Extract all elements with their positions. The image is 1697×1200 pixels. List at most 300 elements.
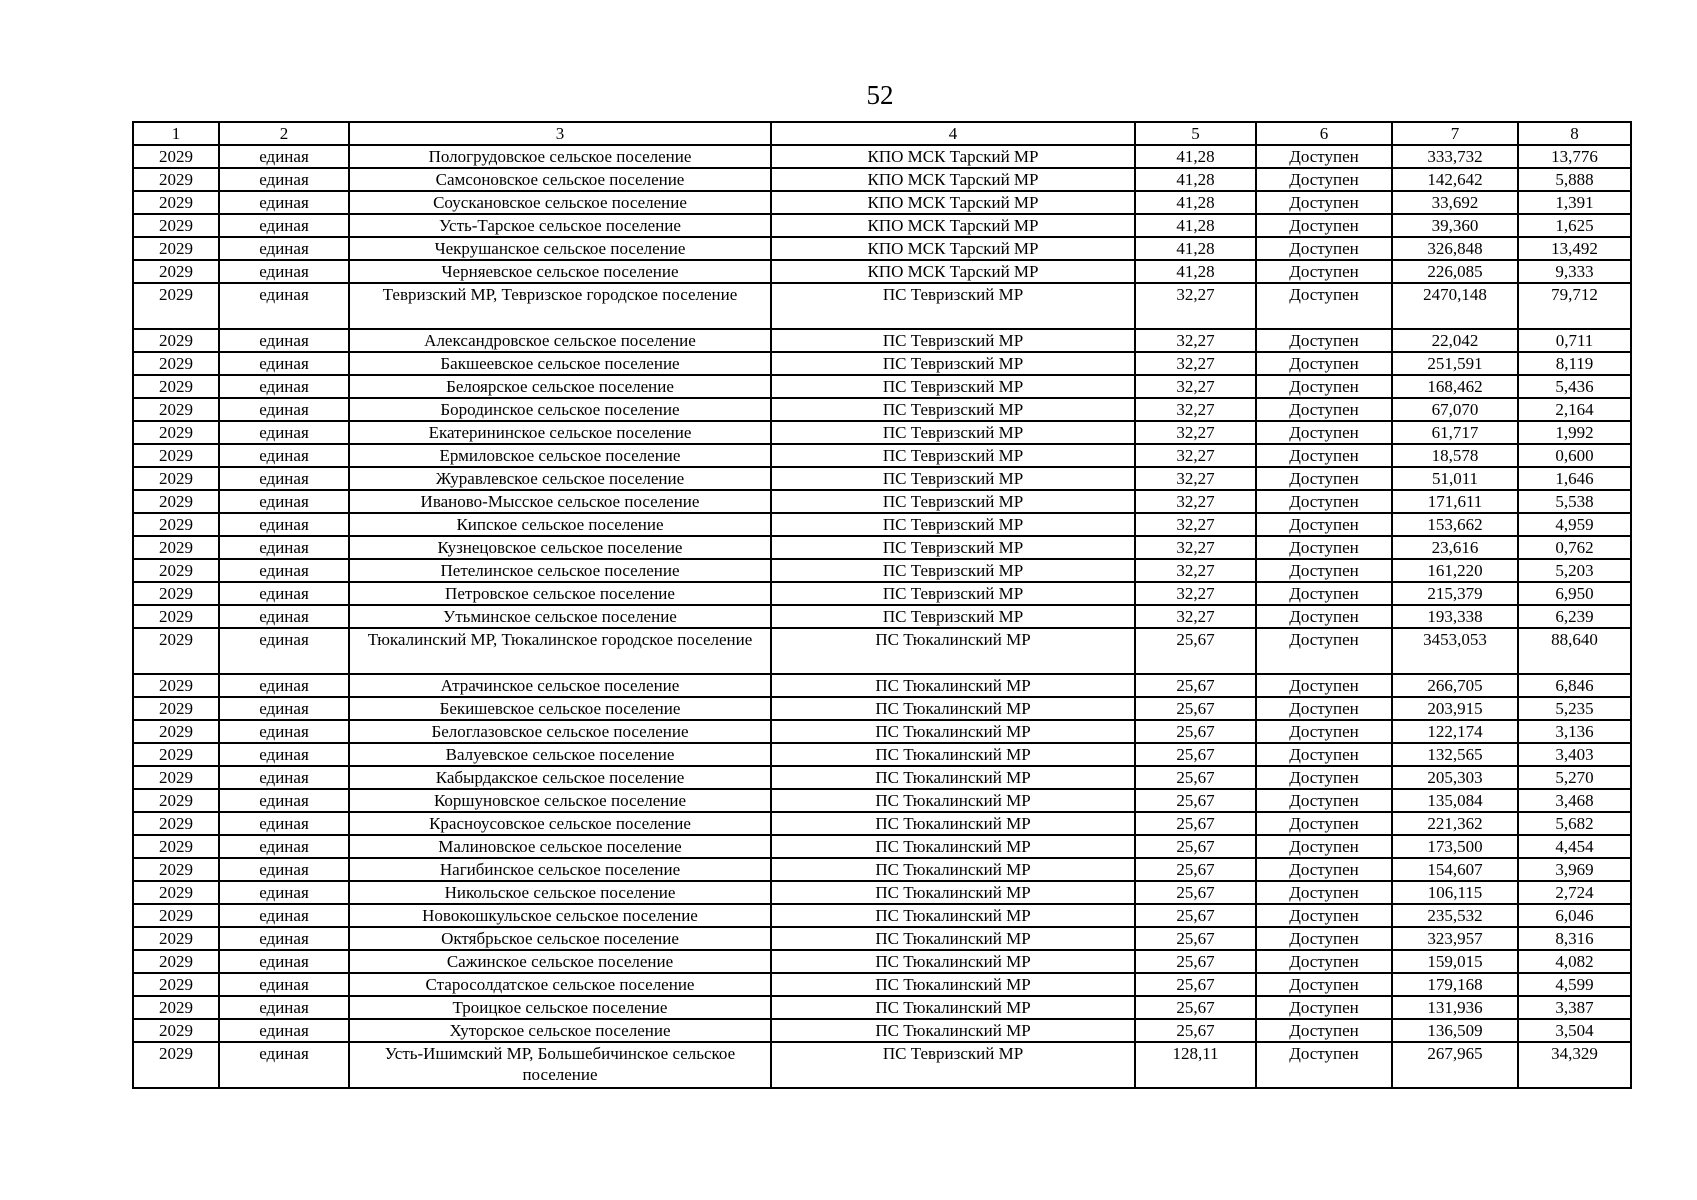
type-cell: единая xyxy=(219,352,349,375)
value-cell: 106,115 xyxy=(1392,881,1518,904)
status-cell: Доступен xyxy=(1256,283,1392,329)
table-row xyxy=(133,996,1631,1019)
amount-cell: 6,046 xyxy=(1518,904,1631,927)
rate-cell: 25,67 xyxy=(1135,950,1256,973)
operator-cell: ПС Тевризский МР xyxy=(771,582,1135,605)
operator-cell: ПС Тюкалинский МР xyxy=(771,835,1135,858)
year-cell: 2029 xyxy=(133,1042,219,1088)
status-cell: Доступен xyxy=(1256,720,1392,743)
year-cell: 2029 xyxy=(133,605,219,628)
settlement-cell: Малиновское сельское поселение xyxy=(349,835,771,858)
status-cell: Доступен xyxy=(1256,582,1392,605)
value-cell: 61,717 xyxy=(1392,421,1518,444)
rate-cell: 41,28 xyxy=(1135,168,1256,191)
rate-cell: 25,67 xyxy=(1135,743,1256,766)
settlement-cell: Иваново-Мысское сельское поселение xyxy=(349,490,771,513)
settlement-cell: Кузнецовское сельское поселение xyxy=(349,536,771,559)
table-row xyxy=(133,260,1631,283)
operator-cell: ПС Тюкалинский МР xyxy=(771,766,1135,789)
operator-cell: ПС Тюкалинский МР xyxy=(771,720,1135,743)
rate-cell: 41,28 xyxy=(1135,237,1256,260)
value-cell: 3453,053 xyxy=(1392,628,1518,674)
year-cell: 2029 xyxy=(133,674,219,697)
status-cell: Доступен xyxy=(1256,559,1392,582)
type-cell: единая xyxy=(219,329,349,352)
amount-cell: 5,538 xyxy=(1518,490,1631,513)
rate-cell: 32,27 xyxy=(1135,467,1256,490)
operator-cell: ПС Тевризский МР xyxy=(771,398,1135,421)
amount-cell: 3,969 xyxy=(1518,858,1631,881)
value-cell: 221,362 xyxy=(1392,812,1518,835)
value-cell: 132,565 xyxy=(1392,743,1518,766)
year-cell: 2029 xyxy=(133,168,219,191)
amount-cell: 5,270 xyxy=(1518,766,1631,789)
table-row xyxy=(133,536,1631,559)
table-row xyxy=(133,352,1631,375)
year-cell: 2029 xyxy=(133,1019,219,1042)
rate-cell: 25,67 xyxy=(1135,927,1256,950)
settlement-cell: Хуторское сельское поселение xyxy=(349,1019,771,1042)
value-cell: 193,338 xyxy=(1392,605,1518,628)
status-cell: Доступен xyxy=(1256,628,1392,674)
table-row xyxy=(133,605,1631,628)
value-cell: 18,578 xyxy=(1392,444,1518,467)
value-cell: 135,084 xyxy=(1392,789,1518,812)
rate-cell: 32,27 xyxy=(1135,283,1256,329)
table-row xyxy=(133,950,1631,973)
type-cell: единая xyxy=(219,444,349,467)
amount-cell: 88,640 xyxy=(1518,628,1631,674)
status-cell: Доступен xyxy=(1256,375,1392,398)
value-cell: 22,042 xyxy=(1392,329,1518,352)
value-cell: 323,957 xyxy=(1392,927,1518,950)
year-cell: 2029 xyxy=(133,927,219,950)
status-cell: Доступен xyxy=(1256,904,1392,927)
data-table xyxy=(132,121,1632,1089)
type-cell: единая xyxy=(219,490,349,513)
amount-cell: 4,959 xyxy=(1518,513,1631,536)
settlement-cell: Чекрушанское сельское поселение xyxy=(349,237,771,260)
status-cell: Доступен xyxy=(1256,536,1392,559)
operator-cell: КПО МСК Тарский МР xyxy=(771,214,1135,237)
table-row xyxy=(133,398,1631,421)
table-row xyxy=(133,145,1631,168)
operator-cell: ПС Тюкалинский МР xyxy=(771,858,1135,881)
value-cell: 51,011 xyxy=(1392,467,1518,490)
status-cell: Доступен xyxy=(1256,950,1392,973)
settlement-cell: Нагибинское сельское поселение xyxy=(349,858,771,881)
amount-cell: 8,316 xyxy=(1518,927,1631,950)
rate-cell: 25,67 xyxy=(1135,789,1256,812)
value-cell: 173,500 xyxy=(1392,835,1518,858)
operator-cell: ПС Тевризский МР xyxy=(771,444,1135,467)
value-cell: 179,168 xyxy=(1392,973,1518,996)
year-cell: 2029 xyxy=(133,789,219,812)
year-cell: 2029 xyxy=(133,950,219,973)
table-row xyxy=(133,1042,1631,1088)
value-cell: 203,915 xyxy=(1392,697,1518,720)
amount-cell: 5,888 xyxy=(1518,168,1631,191)
amount-cell: 5,235 xyxy=(1518,697,1631,720)
header-cell: 1 xyxy=(133,122,219,145)
value-cell: 142,642 xyxy=(1392,168,1518,191)
rate-cell: 25,67 xyxy=(1135,628,1256,674)
value-cell: 333,732 xyxy=(1392,145,1518,168)
rate-cell: 25,67 xyxy=(1135,881,1256,904)
table-row xyxy=(133,766,1631,789)
rate-cell: 32,27 xyxy=(1135,421,1256,444)
table-row xyxy=(133,743,1631,766)
amount-cell: 4,082 xyxy=(1518,950,1631,973)
rate-cell: 25,67 xyxy=(1135,1019,1256,1042)
settlement-cell: Никольское сельское поселение xyxy=(349,881,771,904)
type-cell: единая xyxy=(219,467,349,490)
status-cell: Доступен xyxy=(1256,237,1392,260)
rate-cell: 128,11 xyxy=(1135,1042,1256,1088)
settlement-cell: Петелинское сельское поселение xyxy=(349,559,771,582)
rate-cell: 25,67 xyxy=(1135,697,1256,720)
value-cell: 205,303 xyxy=(1392,766,1518,789)
value-cell: 226,085 xyxy=(1392,260,1518,283)
amount-cell: 1,391 xyxy=(1518,191,1631,214)
settlement-cell: Белоглазовское сельское поселение xyxy=(349,720,771,743)
type-cell: единая xyxy=(219,237,349,260)
operator-cell: ПС Тюкалинский МР xyxy=(771,628,1135,674)
year-cell: 2029 xyxy=(133,513,219,536)
operator-cell: ПС Тевризский МР xyxy=(771,283,1135,329)
table-row xyxy=(133,720,1631,743)
year-cell: 2029 xyxy=(133,973,219,996)
operator-cell: ПС Тевризский МР xyxy=(771,559,1135,582)
year-cell: 2029 xyxy=(133,582,219,605)
operator-cell: ПС Тевризский МР xyxy=(771,375,1135,398)
rate-cell: 25,67 xyxy=(1135,973,1256,996)
amount-cell: 3,468 xyxy=(1518,789,1631,812)
year-cell: 2029 xyxy=(133,858,219,881)
year-cell: 2029 xyxy=(133,904,219,927)
settlement-cell: Атрачинское сельское поселение xyxy=(349,674,771,697)
type-cell: единая xyxy=(219,559,349,582)
operator-cell: ПС Тюкалинский МР xyxy=(771,674,1135,697)
rate-cell: 25,67 xyxy=(1135,858,1256,881)
operator-cell: ПС Тевризский МР xyxy=(771,329,1135,352)
table-body xyxy=(133,122,1631,1088)
year-cell: 2029 xyxy=(133,398,219,421)
operator-cell: ПС Тюкалинский МР xyxy=(771,996,1135,1019)
settlement-cell: Екатерининское сельское поселение xyxy=(349,421,771,444)
operator-cell: ПС Тевризский МР xyxy=(771,1042,1135,1088)
type-cell: единая xyxy=(219,214,349,237)
settlement-cell: Бекишевское сельское поселение xyxy=(349,697,771,720)
operator-cell: ПС Тюкалинский МР xyxy=(771,904,1135,927)
type-cell: единая xyxy=(219,743,349,766)
year-cell: 2029 xyxy=(133,375,219,398)
operator-cell: КПО МСК Тарский МР xyxy=(771,168,1135,191)
type-cell: единая xyxy=(219,398,349,421)
header-cell: 5 xyxy=(1135,122,1256,145)
rate-cell: 32,27 xyxy=(1135,490,1256,513)
type-cell: единая xyxy=(219,145,349,168)
status-cell: Доступен xyxy=(1256,835,1392,858)
operator-cell: КПО МСК Тарский МР xyxy=(771,237,1135,260)
operator-cell: ПС Тюкалинский МР xyxy=(771,881,1135,904)
amount-cell: 34,329 xyxy=(1518,1042,1631,1088)
amount-cell: 5,682 xyxy=(1518,812,1631,835)
header-cell: 6 xyxy=(1256,122,1392,145)
amount-cell: 13,492 xyxy=(1518,237,1631,260)
type-cell: единая xyxy=(219,375,349,398)
operator-cell: ПС Тевризский МР xyxy=(771,536,1135,559)
value-cell: 2470,148 xyxy=(1392,283,1518,329)
amount-cell: 3,387 xyxy=(1518,996,1631,1019)
type-cell: единая xyxy=(219,927,349,950)
type-cell: единая xyxy=(219,513,349,536)
amount-cell: 3,504 xyxy=(1518,1019,1631,1042)
amount-cell: 1,625 xyxy=(1518,214,1631,237)
value-cell: 168,462 xyxy=(1392,375,1518,398)
operator-cell: КПО МСК Тарский МР xyxy=(771,260,1135,283)
value-cell: 235,532 xyxy=(1392,904,1518,927)
operator-cell: ПС Тюкалинский МР xyxy=(771,927,1135,950)
value-cell: 67,070 xyxy=(1392,398,1518,421)
type-cell: единая xyxy=(219,1019,349,1042)
settlement-cell: Черняевское сельское поселение xyxy=(349,260,771,283)
table-row xyxy=(133,973,1631,996)
rate-cell: 25,67 xyxy=(1135,812,1256,835)
year-cell: 2029 xyxy=(133,352,219,375)
type-cell: единая xyxy=(219,789,349,812)
operator-cell: КПО МСК Тарский МР xyxy=(771,145,1135,168)
status-cell: Доступен xyxy=(1256,927,1392,950)
table-row xyxy=(133,674,1631,697)
year-cell: 2029 xyxy=(133,812,219,835)
status-cell: Доступен xyxy=(1256,996,1392,1019)
amount-cell: 5,203 xyxy=(1518,559,1631,582)
value-cell: 267,965 xyxy=(1392,1042,1518,1088)
status-cell: Доступен xyxy=(1256,260,1392,283)
year-cell: 2029 xyxy=(133,329,219,352)
table-row xyxy=(133,214,1631,237)
rate-cell: 32,27 xyxy=(1135,559,1256,582)
amount-cell: 0,762 xyxy=(1518,536,1631,559)
type-cell: единая xyxy=(219,881,349,904)
status-cell: Доступен xyxy=(1256,168,1392,191)
table-row xyxy=(133,789,1631,812)
year-cell: 2029 xyxy=(133,996,219,1019)
settlement-cell: Журавлевское сельское поселение xyxy=(349,467,771,490)
status-cell: Доступен xyxy=(1256,191,1392,214)
settlement-cell: Александровское сельское поселение xyxy=(349,329,771,352)
table-row xyxy=(133,628,1631,674)
type-cell: единая xyxy=(219,1042,349,1088)
year-cell: 2029 xyxy=(133,697,219,720)
rate-cell: 25,67 xyxy=(1135,674,1256,697)
amount-cell: 5,436 xyxy=(1518,375,1631,398)
table-row xyxy=(133,881,1631,904)
status-cell: Доступен xyxy=(1256,467,1392,490)
operator-cell: ПС Тюкалинский МР xyxy=(771,697,1135,720)
page-number: 52 xyxy=(866,80,894,110)
status-cell: Доступен xyxy=(1256,352,1392,375)
table-row xyxy=(133,927,1631,950)
settlement-cell: Красноусовское сельское поселение xyxy=(349,812,771,835)
type-cell: единая xyxy=(219,996,349,1019)
header-cell: 2 xyxy=(219,122,349,145)
amount-cell: 4,454 xyxy=(1518,835,1631,858)
value-cell: 159,015 xyxy=(1392,950,1518,973)
settlement-cell: Новокошкульское сельское поселение xyxy=(349,904,771,927)
year-cell: 2029 xyxy=(133,559,219,582)
rate-cell: 41,28 xyxy=(1135,214,1256,237)
header-cell: 8 xyxy=(1518,122,1631,145)
type-cell: единая xyxy=(219,674,349,697)
year-cell: 2029 xyxy=(133,835,219,858)
settlement-cell: Усть-Ишимский МР, Большебичинское сельское поселение xyxy=(349,1042,771,1088)
type-cell: единая xyxy=(219,283,349,329)
table-row xyxy=(133,467,1631,490)
table-row xyxy=(133,835,1631,858)
status-cell: Доступен xyxy=(1256,766,1392,789)
amount-cell: 0,711 xyxy=(1518,329,1631,352)
value-cell: 153,662 xyxy=(1392,513,1518,536)
settlement-cell: Бородинское сельское поселение xyxy=(349,398,771,421)
type-cell: единая xyxy=(219,628,349,674)
type-cell: единая xyxy=(219,191,349,214)
value-cell: 215,379 xyxy=(1392,582,1518,605)
value-cell: 326,848 xyxy=(1392,237,1518,260)
amount-cell: 9,333 xyxy=(1518,260,1631,283)
table-row xyxy=(133,858,1631,881)
table-row xyxy=(133,283,1631,329)
operator-cell: ПС Тевризский МР xyxy=(771,352,1135,375)
value-cell: 39,360 xyxy=(1392,214,1518,237)
type-cell: единая xyxy=(219,260,349,283)
table-row xyxy=(133,513,1631,536)
rate-cell: 25,67 xyxy=(1135,904,1256,927)
settlement-cell: Петровское сельское поселение xyxy=(349,582,771,605)
settlement-cell: Троицкое сельское поселение xyxy=(349,996,771,1019)
rate-cell: 32,27 xyxy=(1135,398,1256,421)
year-cell: 2029 xyxy=(133,421,219,444)
value-cell: 122,174 xyxy=(1392,720,1518,743)
type-cell: единая xyxy=(219,950,349,973)
status-cell: Доступен xyxy=(1256,1042,1392,1088)
year-cell: 2029 xyxy=(133,444,219,467)
value-cell: 161,220 xyxy=(1392,559,1518,582)
status-cell: Доступен xyxy=(1256,605,1392,628)
value-cell: 266,705 xyxy=(1392,674,1518,697)
table-row xyxy=(133,191,1631,214)
year-cell: 2029 xyxy=(133,490,219,513)
year-cell: 2029 xyxy=(133,467,219,490)
table-row xyxy=(133,812,1631,835)
status-cell: Доступен xyxy=(1256,812,1392,835)
rate-cell: 25,67 xyxy=(1135,835,1256,858)
status-cell: Доступен xyxy=(1256,145,1392,168)
rate-cell: 25,67 xyxy=(1135,996,1256,1019)
amount-cell: 13,776 xyxy=(1518,145,1631,168)
settlement-cell: Тевризский МР, Тевризское городское поселение xyxy=(349,283,771,329)
rate-cell: 32,27 xyxy=(1135,329,1256,352)
table-row xyxy=(133,559,1631,582)
year-cell: 2029 xyxy=(133,743,219,766)
table-row xyxy=(133,444,1631,467)
operator-cell: ПС Тевризский МР xyxy=(771,467,1135,490)
amount-cell: 6,950 xyxy=(1518,582,1631,605)
value-cell: 251,591 xyxy=(1392,352,1518,375)
settlement-cell: Усть-Тарское сельское поселение xyxy=(349,214,771,237)
settlement-cell: Старосолдатское сельское поселение xyxy=(349,973,771,996)
rate-cell: 32,27 xyxy=(1135,375,1256,398)
operator-cell: ПС Тюкалинский МР xyxy=(771,950,1135,973)
status-cell: Доступен xyxy=(1256,881,1392,904)
value-cell: 33,692 xyxy=(1392,191,1518,214)
settlement-cell: Валуевское сельское поселение xyxy=(349,743,771,766)
operator-cell: КПО МСК Тарский МР xyxy=(771,191,1135,214)
settlement-cell: Бакшеевское сельское поселение xyxy=(349,352,771,375)
operator-cell: ПС Тевризский МР xyxy=(771,490,1135,513)
type-cell: единая xyxy=(219,720,349,743)
year-cell: 2029 xyxy=(133,237,219,260)
operator-cell: ПС Тевризский МР xyxy=(771,605,1135,628)
amount-cell: 4,599 xyxy=(1518,973,1631,996)
status-cell: Доступен xyxy=(1256,789,1392,812)
settlement-cell: Кабырдакское сельское поселение xyxy=(349,766,771,789)
amount-cell: 3,403 xyxy=(1518,743,1631,766)
operator-cell: ПС Тюкалинский МР xyxy=(771,973,1135,996)
status-cell: Доступен xyxy=(1256,490,1392,513)
year-cell: 2029 xyxy=(133,881,219,904)
rate-cell: 25,67 xyxy=(1135,766,1256,789)
table-row xyxy=(133,421,1631,444)
table-row xyxy=(133,904,1631,927)
rate-cell: 32,27 xyxy=(1135,513,1256,536)
type-cell: единая xyxy=(219,858,349,881)
type-cell: единая xyxy=(219,812,349,835)
value-cell: 136,509 xyxy=(1392,1019,1518,1042)
year-cell: 2029 xyxy=(133,628,219,674)
type-cell: единая xyxy=(219,697,349,720)
settlement-cell: Ермиловское сельское поселение xyxy=(349,444,771,467)
rate-cell: 25,67 xyxy=(1135,720,1256,743)
settlement-cell: Тюкалинский МР, Тюкалинское городское поселение xyxy=(349,628,771,674)
year-cell: 2029 xyxy=(133,536,219,559)
settlement-cell: Сажинское сельское поселение xyxy=(349,950,771,973)
settlement-cell: Соускановское сельское поселение xyxy=(349,191,771,214)
table-row xyxy=(133,490,1631,513)
amount-cell: 1,992 xyxy=(1518,421,1631,444)
status-cell: Доступен xyxy=(1256,398,1392,421)
table-row xyxy=(133,582,1631,605)
operator-cell: ПС Тюкалинский МР xyxy=(771,789,1135,812)
rate-cell: 41,28 xyxy=(1135,260,1256,283)
year-cell: 2029 xyxy=(133,214,219,237)
table-row xyxy=(133,1019,1631,1042)
settlement-cell: Октябрьское сельское поселение xyxy=(349,927,771,950)
status-cell: Доступен xyxy=(1256,973,1392,996)
type-cell: единая xyxy=(219,168,349,191)
status-cell: Доступен xyxy=(1256,858,1392,881)
status-cell: Доступен xyxy=(1256,1019,1392,1042)
status-cell: Доступен xyxy=(1256,674,1392,697)
table-row xyxy=(133,237,1631,260)
settlement-cell: Утьминское сельское поселение xyxy=(349,605,771,628)
header-cell: 3 xyxy=(349,122,771,145)
operator-cell: ПС Тевризский МР xyxy=(771,513,1135,536)
settlement-cell: Белоярское сельское поселение xyxy=(349,375,771,398)
amount-cell: 6,239 xyxy=(1518,605,1631,628)
amount-cell: 2,724 xyxy=(1518,881,1631,904)
